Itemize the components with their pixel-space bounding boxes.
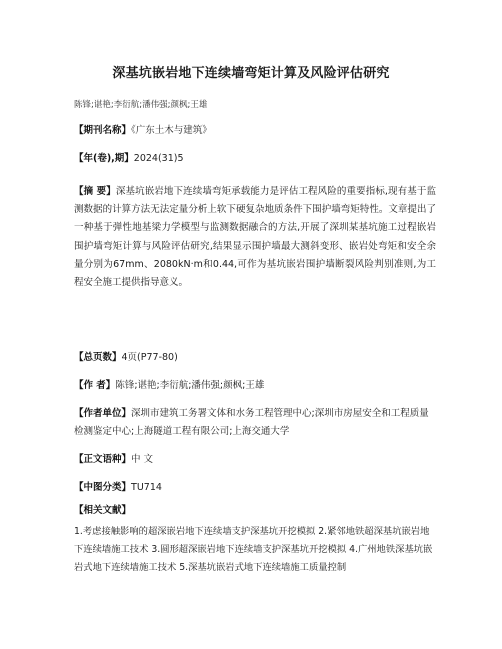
language-field bbox=[74, 451, 434, 469]
related-label: 【相关文献】 bbox=[74, 505, 132, 516]
related-heading bbox=[74, 502, 434, 520]
author-field-label: 【作 者】 bbox=[74, 380, 116, 391]
clc-label: 【中图分类】 bbox=[74, 482, 132, 493]
journal-field bbox=[74, 122, 434, 140]
clc-value: TU714 bbox=[131, 482, 162, 493]
author-field-value: 陈锋;谌艳;李衍航;潘伟强;颜枫;王雄 bbox=[115, 380, 265, 391]
language-value: 中 文 bbox=[131, 454, 154, 465]
year-issue-label: 【年(卷),期】 bbox=[74, 153, 134, 164]
author-line: 陈锋;谌艳;李衍航;潘伟强;颜枫;王雄 bbox=[74, 100, 208, 110]
pages-value: 4页(P77-80) bbox=[121, 352, 178, 363]
author-field bbox=[74, 377, 434, 395]
affiliation-field bbox=[74, 405, 436, 441]
affiliation-label: 【作者单位】 bbox=[74, 408, 132, 419]
pages-field bbox=[74, 349, 434, 367]
document-title: 深基坑嵌岩地下连续墙弯矩计算及风险评估研究 bbox=[112, 66, 390, 81]
clc-field bbox=[74, 479, 434, 497]
year-issue-field bbox=[74, 150, 434, 168]
abstract-text: 深基坑嵌岩地下连续墙弯矩承载能力是评估工程风险的重要指标,现有基于监测数据的计算方法无法定量分析上软下硬复杂地质条件下围护墙弯矩特性。文章提出了一种基于弹性地基梁力学模型与监测数据融合的方法,开展了深圳某基坑施工过程嵌岩围护墙弯矩计算与风险评估研究,结果显示围护墙最大测斜变形、嵌岩处弯矩和安全余量分别为67mm、2080kN·m和0.44,可作为基坑嵌岩围护墙断裂风险判别准则,为工程安全施工提供指导意义。 bbox=[74, 186, 436, 289]
journal-value: 《广东土木与建筑》 bbox=[131, 125, 212, 136]
related-references: 1.考虑接触影响的超深嵌岩地下连续墙支护深基坑开挖模拟 2.紧邻地铁超深基坑嵌岩地下连续墙施工技术 3.圆形超深嵌岩地下连续墙支护深基坑开挖模拟 4.广州地铁深基坑嵌岩式地下连续墙施工技术 5.深基坑嵌岩式地下连续墙施工质量控制 bbox=[74, 526, 433, 574]
language-label: 【正文语种】 bbox=[74, 454, 132, 465]
abstract-label: 【摘 要】 bbox=[74, 186, 116, 197]
abstract-block bbox=[74, 183, 436, 292]
pages-label: 【总页数】 bbox=[74, 352, 122, 363]
year-issue-value: 2024(31)5 bbox=[133, 153, 184, 164]
journal-label: 【期刊名称】 bbox=[74, 125, 132, 136]
affiliation-value: 深圳市建筑工务署文体和水务工程管理中心;深圳市房屋安全和工程质量检测鉴定中心;上海隧道工程有限公司;上海交通大学 bbox=[74, 408, 429, 437]
